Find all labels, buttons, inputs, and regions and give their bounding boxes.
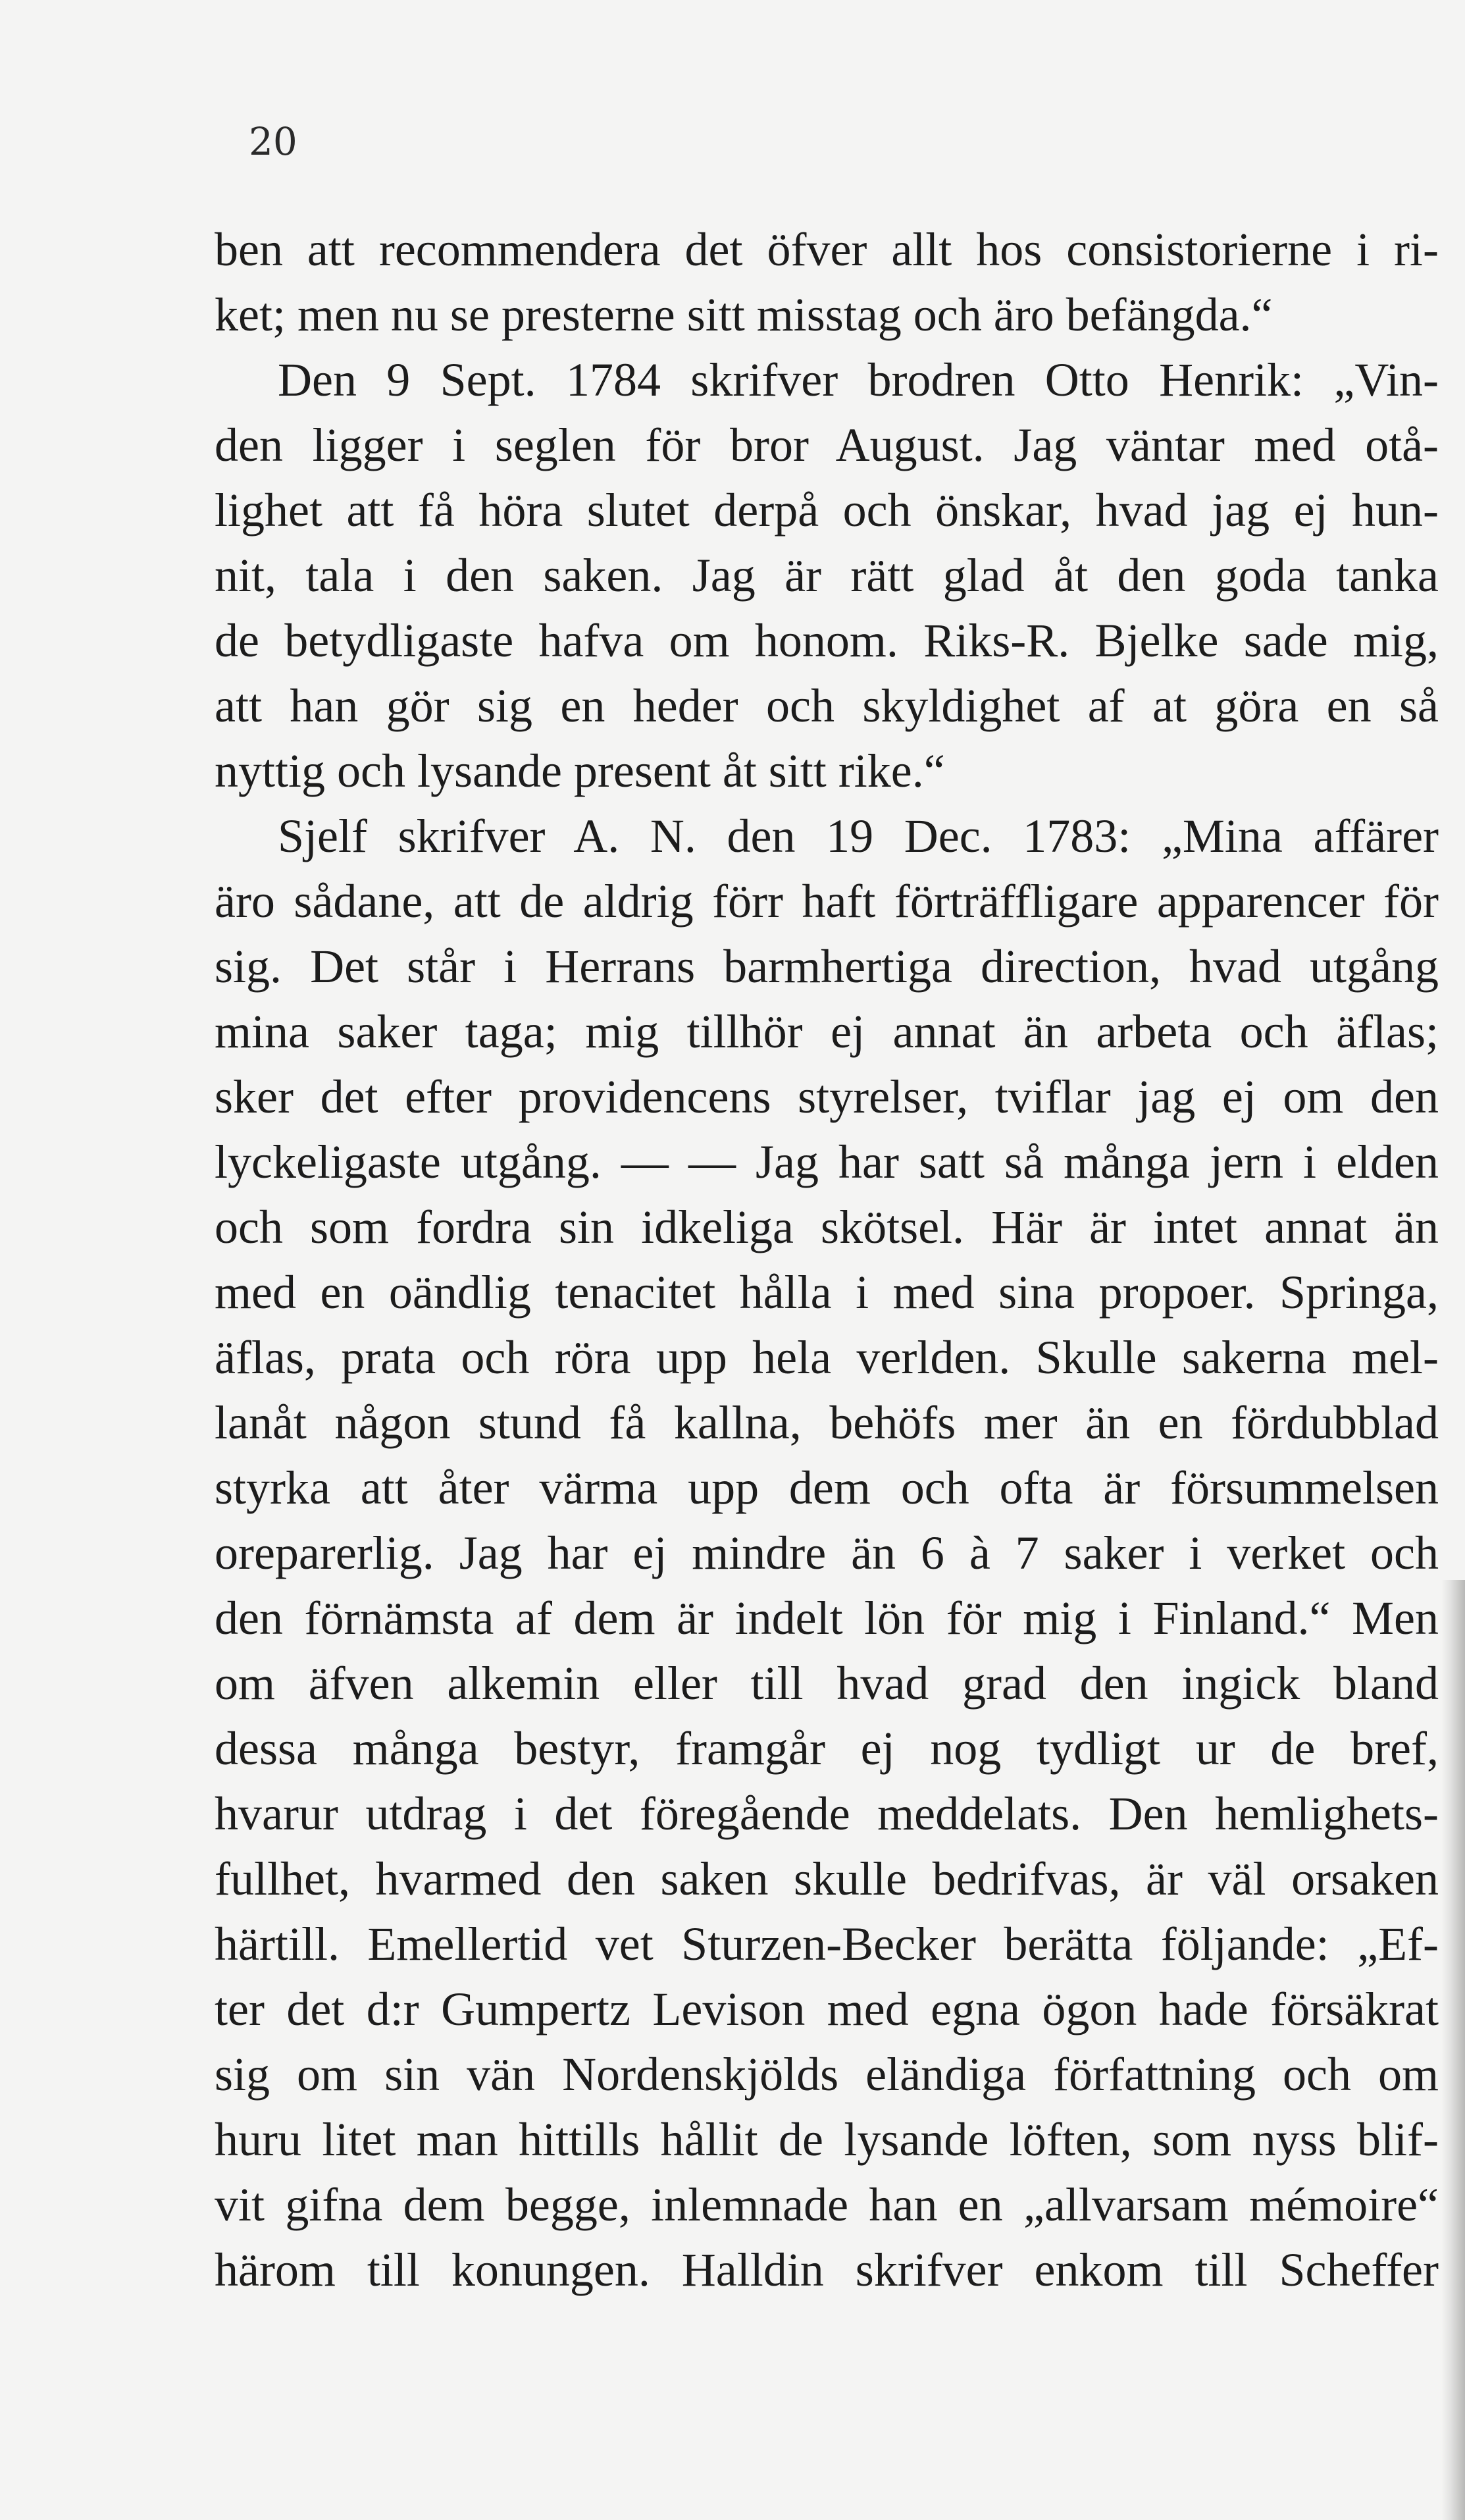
text-line: med en oändlig tenacitet hålla i med sina propoer. Springa,	[215, 1266, 1439, 1319]
text-line: dessa många bestyr, framgår ej nog tydligt ur de bref,	[215, 1722, 1439, 1775]
text-line: lighet att få höra slutet derpå och önskar, hvad jag ej hun-	[215, 484, 1439, 537]
text-line: att han gör sig en heder och skyldighet af at göra en så	[215, 679, 1439, 732]
text-line: Den 9 Sept. 1784 skrifver brodren Otto Henrik: „Vin-	[278, 354, 1439, 406]
body-text	[215, 217, 1439, 2303]
text-line: äflas, prata och röra upp hela verlden. Skulle sakerna mel-	[215, 1331, 1439, 1384]
text-line: nit, tala i den saken. Jag är rätt glad åt den goda tanka	[215, 549, 1439, 602]
text-line: fullhet, hvarmed den saken skulle bedrifvas, är väl orsaken	[215, 1852, 1439, 1905]
text-line: nyttig och lysande present åt sitt rike.“	[215, 745, 945, 797]
text-line: Sjelf skrifver A. N. den 19 Dec. 1783: „Mina affärer	[278, 810, 1439, 862]
text-line: ket; men nu se presterne sitt misstag och äro befängda.“	[215, 288, 1273, 341]
text-line: huru litet man hittills hållit de lysande löften, som nyss blif-	[215, 2113, 1439, 2166]
text-line: om äfven alkemin eller till hvad grad den ingick bland	[215, 1657, 1439, 1710]
text-line: sig. Det står i Herrans barmhertiga direction, hvad utgång	[215, 940, 1439, 993]
page-number: 20	[249, 119, 297, 164]
text-line: hvarur utdrag i det föregående meddelats. Den hemlighets-	[215, 1787, 1439, 1840]
text-line: de betydligaste hafva om honom. Riks-R. Bjelke sade mig,	[215, 614, 1439, 667]
text-line: ter det d:r Gumpertz Levison med egna ögon hade försäkrat	[215, 1983, 1439, 2035]
text-line: oreparerlig. Jag har ej mindre än 6 à 7 saker i verket och	[215, 1527, 1439, 1579]
text-line: sker det efter providencens styrelser, tviflar jag ej om den	[215, 1070, 1439, 1123]
text-line: härom till konungen. Halldin skrifver enkom till Scheffer	[215, 2244, 1439, 2296]
text-line: lanåt någon stund få kallna, behöfs mer än en fördubblad	[215, 1396, 1439, 1449]
text-line: och som fordra sin idkeliga skötsel. Här är intet annat än	[215, 1201, 1439, 1253]
text-line: vit gifna dem begge, inlemnade han en „allvarsam mémoire“	[215, 2178, 1439, 2231]
text-line: härtill. Emellertid vet Sturzen-Becker berätta följande: „Ef-	[215, 1918, 1439, 1970]
text-line: den förnämsta af dem är indelt lön för mig i Finland.“ Men	[215, 1592, 1439, 1644]
text-line: ben att recommendera det öfver allt hos consistorierne i ri-	[215, 223, 1439, 276]
text-line: mina saker taga; mig tillhör ej annat än arbeta och äflas;	[215, 1005, 1439, 1058]
text-line: sig om sin vän Nordenskjölds eländiga författning och om	[215, 2048, 1439, 2101]
text-line: lyckeligaste utgång. — — Jag har satt så många jern i elden	[215, 1136, 1439, 1188]
text-line: äro sådane, att de aldrig förr haft förträffligare apparencer för	[215, 875, 1439, 928]
text-line: styrka att åter värma upp dem och ofta är försummelsen	[215, 1461, 1439, 1514]
text-line: den ligger i seglen för bror August. Jag väntar med otå-	[215, 419, 1439, 471]
page-edge-shadow	[1441, 1580, 1465, 2520]
